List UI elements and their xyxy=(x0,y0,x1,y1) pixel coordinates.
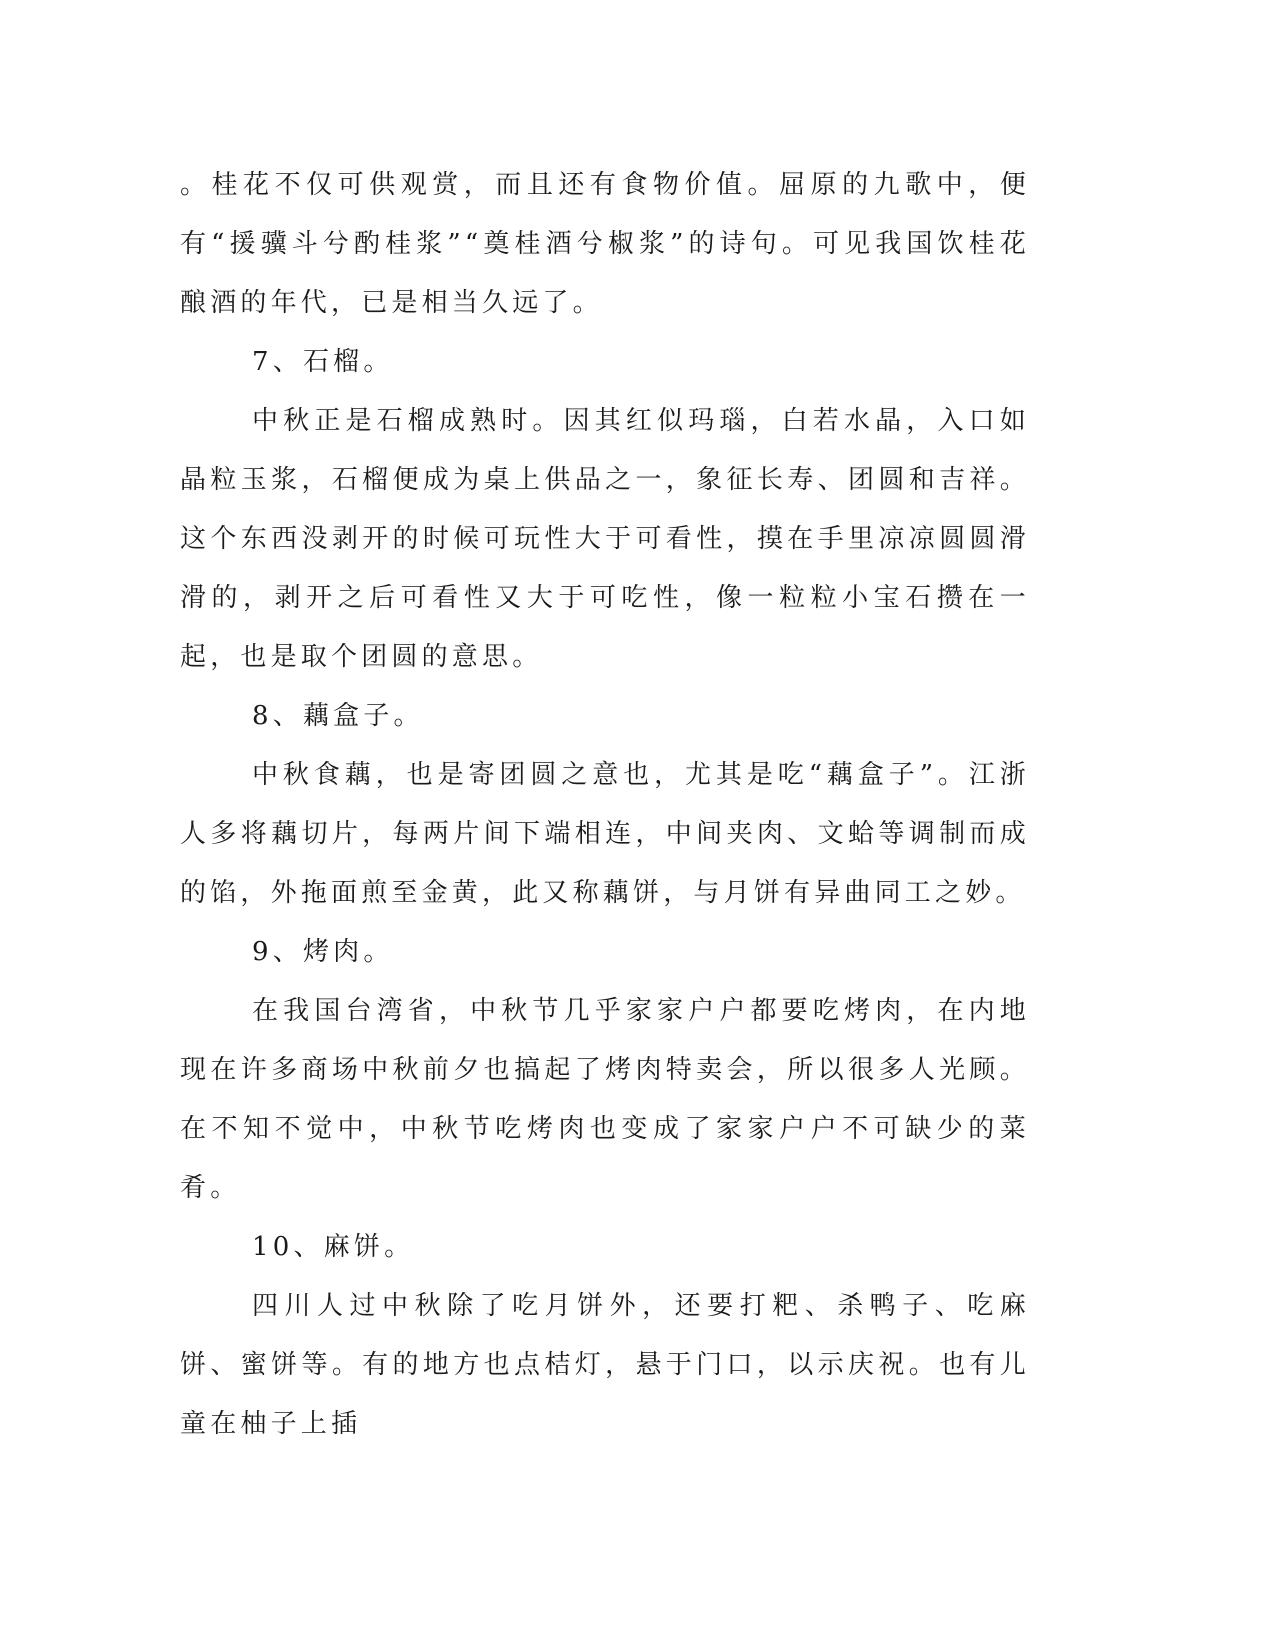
paragraph-lotus-root-box: 中秋食藕，也是寄团圆之意也，尤其是吃“藕盒子”。江浙人多将藕切片，每两片间下端相连，中间夹肉、文蛤等调制而成的馅，外拖面煎至金黄，此又称藕饼，与月饼有异曲同工之妙。 xyxy=(180,760,1030,908)
heading-barbecue: 9、烤肉。 xyxy=(252,937,394,967)
paragraph-sesame-cake: 四川人过中秋除了吃月饼外，还要打粑、杀鸭子、吃麻饼、蜜饼等。有的地方也点桔灯，悬于门口，以示庆祝。也有儿童在柚子上插 xyxy=(180,1291,1030,1439)
document-body xyxy=(180,156,1030,1454)
heading-pomegranate: 7、石榴。 xyxy=(252,347,394,377)
paragraph-pomegranate: 中秋正是石榴成熟时。因其红似玛瑙，白若水晶，入口如晶粒玉浆，石榴便成为桌上供品之一，象征长寿、团圆和吉祥。这个东西没剥开的时候可玩性大于可看性，摸在手里凉凉圆圆滑滑的，剥开之后可看性又大于可吃性，像一粒粒小宝石攒在一起，也是取个团圆的意思。 xyxy=(180,406,1030,672)
paragraph-osmanthus-continued: 。桂花不仅可供观赏，而且还有食物价值。屈原的九歌中，便有“援骥斗兮酌桂浆”“奠桂酒兮椒浆”的诗句。可见我国饮桂花酿酒的年代，已是相当久远了。 xyxy=(180,170,1030,318)
paragraph-barbecue: 在我国台湾省，中秋节几乎家家户户都要吃烤肉，在内地现在许多商场中秋前夕也搞起了烤肉特卖会，所以很多人光顾。在不知不觉中，中秋节吃烤肉也变成了家家户户不可缺少的菜肴。 xyxy=(180,996,1030,1203)
heading-lotus-root-box: 8、藕盒子。 xyxy=(252,701,424,731)
heading-sesame-cake: 10、麻饼。 xyxy=(252,1232,415,1262)
